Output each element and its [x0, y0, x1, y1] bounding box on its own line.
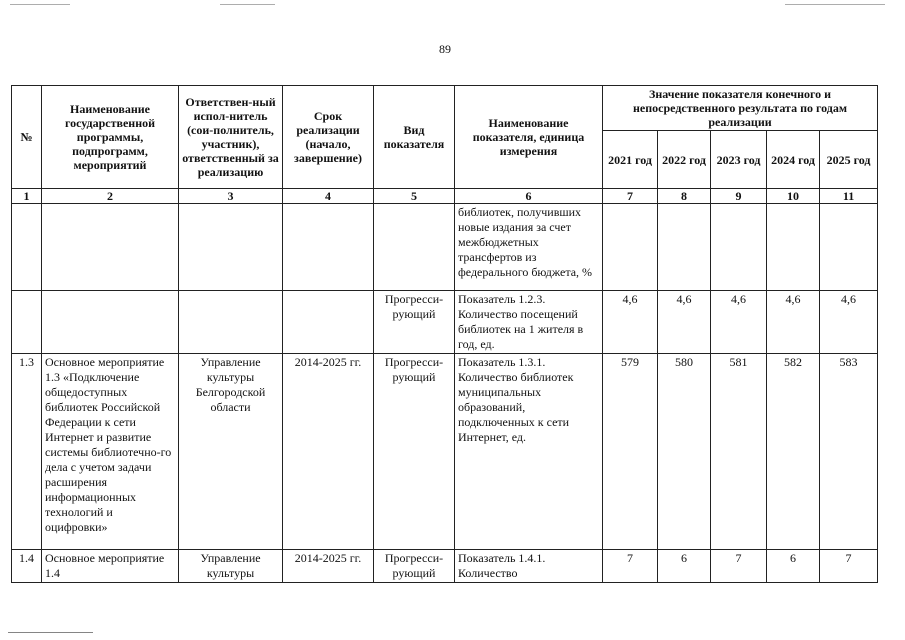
value-2021-cell [603, 204, 658, 291]
header-responsible: Ответствен-ный испол-нитель (сои-полнитель, участник), ответственный за реализацию [179, 86, 283, 189]
value-2021-cell: 7 [603, 550, 658, 583]
table-row [12, 204, 878, 291]
value-2024-cell: 582 [767, 354, 820, 550]
value-2025-cell [820, 204, 878, 291]
column-number: 2 [42, 189, 179, 204]
header-year-2025: 2025 год [820, 131, 878, 189]
value-2023-cell: 4,6 [711, 291, 767, 354]
responsible-cell: Управление культуры Белгородской области [179, 354, 283, 550]
column-number: 8 [658, 189, 711, 204]
header-year-2021: 2021 год [603, 131, 658, 189]
row-number-cell: 1.4 [12, 550, 42, 583]
indicator-kind-cell: Прогресси-рующий [374, 354, 455, 550]
indicator-name-cell: библиотек, получивших новые издания за счет межбюджетных трансфертов из федерального бюджета, % [455, 204, 603, 291]
value-2022-cell: 4,6 [658, 291, 711, 354]
row-number-cell: 1.3 [12, 354, 42, 550]
column-number: 9 [711, 189, 767, 204]
value-2025-cell: 583 [820, 354, 878, 550]
column-number: 11 [820, 189, 878, 204]
program-name-cell [42, 204, 179, 291]
value-2021-cell: 579 [603, 354, 658, 550]
column-number: 4 [283, 189, 374, 204]
value-2023-cell: 581 [711, 354, 767, 550]
value-2024-cell: 6 [767, 550, 820, 583]
column-number: 3 [179, 189, 283, 204]
responsible-cell: Управление культуры [179, 550, 283, 583]
header-row-1 [12, 86, 878, 131]
header-indicator-kind: Вид показателя [374, 86, 455, 189]
responsible-cell [179, 291, 283, 354]
header-term: Срок реализации (начало, завершение) [283, 86, 374, 189]
term-cell: 2014-2025 гг. [283, 550, 374, 583]
table-row [12, 291, 878, 354]
column-number: 1 [12, 189, 42, 204]
value-2025-cell: 4,6 [820, 291, 878, 354]
indicator-name-cell: Показатель 1.2.3. Количество посещений библиотек на 1 жителя в год, ед. [455, 291, 603, 354]
header-year-2023: 2023 год [711, 131, 767, 189]
value-2022-cell: 6 [658, 550, 711, 583]
term-cell [283, 291, 374, 354]
indicator-name-cell: Показатель 1.4.1. Количество [455, 550, 603, 583]
indicator-kind-cell: Прогресси-рующий [374, 550, 455, 583]
responsible-cell [179, 204, 283, 291]
column-number: 6 [455, 189, 603, 204]
page-number: 89 [439, 42, 451, 56]
value-2021-cell: 4,6 [603, 291, 658, 354]
scan-artifact-line [785, 4, 885, 5]
scan-artifact-line [220, 4, 275, 5]
indicator-name-cell: Показатель 1.3.1. Количество библиотек муниципальных образований, подключенных к сети Интернет, ед. [455, 354, 603, 550]
value-2022-cell: 580 [658, 354, 711, 550]
value-2022-cell [658, 204, 711, 291]
header-year-2024: 2024 год [767, 131, 820, 189]
program-name-cell: Основное мероприятие 1.3 «Подключение общедоступных библиотек Российской Федерации к сети Интернет и развитие системы библиотечно-го дела с учетом задачи расширения информационных технологий и оцифровки» [42, 354, 179, 550]
indicator-kind-cell [374, 204, 455, 291]
scan-artifact-line [8, 632, 93, 633]
term-cell: 2014-2025 гг. [283, 354, 374, 550]
program-name-cell [42, 291, 179, 354]
column-number-row [12, 189, 878, 204]
column-number: 10 [767, 189, 820, 204]
row-number-cell [12, 204, 42, 291]
header-indicator-name: Наименование показателя, единица измерения [455, 86, 603, 189]
term-cell [283, 204, 374, 291]
value-2024-cell [767, 204, 820, 291]
header-values-group: Значение показателя конечного и непосредственного результата по годам реализации [603, 86, 878, 131]
scan-artifact-line [10, 4, 70, 5]
value-2025-cell: 7 [820, 550, 878, 583]
column-number: 7 [603, 189, 658, 204]
program-name-cell: Основное мероприятие 1.4 [42, 550, 179, 583]
table-row [12, 550, 878, 583]
value-2023-cell [711, 204, 767, 291]
column-number: 5 [374, 189, 455, 204]
value-2023-cell: 7 [711, 550, 767, 583]
indicators-table [11, 85, 878, 583]
table-row [12, 354, 878, 550]
header-year-2022: 2022 год [658, 131, 711, 189]
indicator-kind-cell: Прогресси-рующий [374, 291, 455, 354]
row-number-cell [12, 291, 42, 354]
header-number: № [12, 86, 42, 189]
header-program-name: Наименование государственной программы, подпрограмм, мероприятий [42, 86, 179, 189]
value-2024-cell: 4,6 [767, 291, 820, 354]
